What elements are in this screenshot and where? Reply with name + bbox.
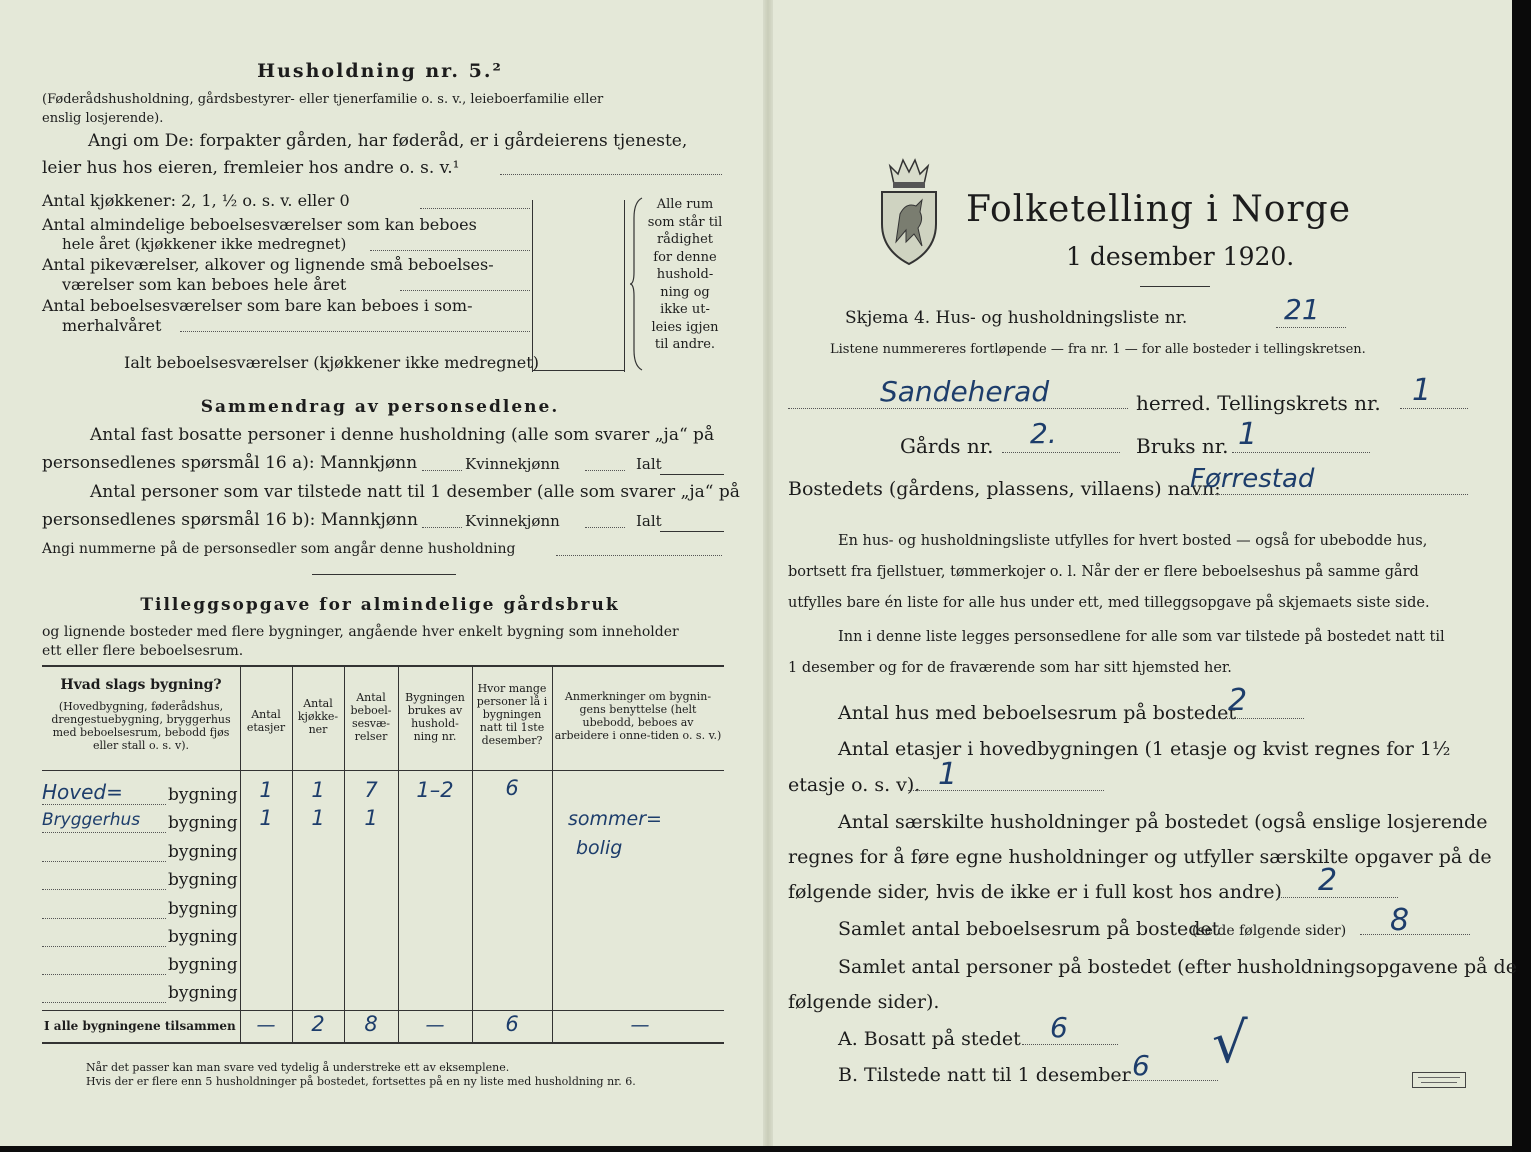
tillegg-intro-2: ett eller flere beboelsesrum.	[42, 643, 244, 659]
skjema-line: Skjema 4. Hus- og husholdningsliste nr.	[845, 308, 1188, 328]
q-hush-line	[1278, 897, 1398, 898]
rooms-answer-col-left	[532, 200, 533, 372]
q-hush-1: Antal særskilte husholdninger på bostedet (også enslige losjerende	[838, 811, 1488, 833]
col4-head: Bygningen brukes av hushold-ning nr.	[405, 691, 465, 743]
table-top-rule	[42, 665, 724, 667]
row2-kjokken: 1	[311, 806, 325, 830]
tillegg-intro-1: og lignende bosteder med flere bygninger, angående hver enkelt bygning som inneholder	[42, 624, 679, 640]
row2-name: Bryggerhus	[42, 810, 141, 830]
q-hush-value[interactable]: 2	[1318, 863, 1338, 898]
q-bosatt-label: A. Bosatt på stedet	[838, 1028, 1021, 1050]
q-hush-3: følgende sider, hvis de ikke er i full kost hos andre)	[788, 881, 1282, 903]
row6-name-line	[42, 946, 166, 947]
q-hush-2: regnes for å føre egne husholdninger og utfyller særskilte opgaver på de	[788, 846, 1492, 868]
total-anm: —	[630, 1014, 650, 1036]
rooms-q4b: merhalvåret	[62, 316, 162, 335]
rooms-note-2: som står til	[647, 214, 723, 230]
gards-value[interactable]: 2.	[1030, 417, 1057, 450]
row1-name-line	[42, 804, 166, 805]
rooms-answer-col-right	[624, 200, 625, 372]
bruks-label: Bruks nr.	[1136, 434, 1229, 458]
row8-name-line	[42, 1002, 166, 1003]
table-col-line-3	[344, 666, 345, 1043]
table-col-line-4	[398, 666, 399, 1043]
row8-label: bygning	[168, 983, 238, 1003]
total-hush: —	[425, 1014, 445, 1036]
table-head-rule	[42, 770, 724, 771]
krets-value[interactable]: 1	[1412, 373, 1432, 408]
dots-kvinne-b	[585, 527, 625, 528]
dots-mann-a	[422, 470, 462, 471]
norway-coat-of-arms	[876, 154, 942, 266]
table-bottom-rule	[42, 1042, 724, 1044]
skjema-nr-value[interactable]: 21	[1284, 293, 1320, 326]
table-col-line-5	[472, 666, 473, 1043]
q-etasjer-value[interactable]: 1	[938, 757, 958, 792]
total-kjokken: 2	[311, 1012, 325, 1036]
col0-sub: (Hovedbygning, føderådshus, drengestuebygning, bryggerhus med beboelsesrum, bebodd fjøs eller stall o. s. v).	[51, 700, 231, 752]
row1-name: Hoved=	[42, 780, 123, 804]
table-col-line-6	[552, 666, 553, 1043]
dots-mann-b	[422, 527, 462, 528]
check-mark: √	[1212, 1011, 1248, 1076]
row2-etasjer: 1	[259, 806, 273, 830]
row1-hush: 1–2	[416, 778, 454, 802]
q-hus: Antal hus med beboelsesrum på bostedet	[838, 702, 1237, 724]
sammendrag-line-1: Antal fast bosatte personer i denne husholdning (alle som svarer „ja“ på	[90, 425, 715, 445]
rooms-note-5: hushold-	[656, 267, 714, 282]
sammendrag-line-2: personsedlenes spørsmål 16 a): Mannkjønn	[42, 453, 418, 473]
col2-head: Antal kjøkke-ner	[297, 697, 339, 736]
row2-name-line	[42, 832, 166, 833]
bruks-value[interactable]: 1	[1238, 417, 1258, 452]
dots-nummerne	[556, 555, 722, 556]
rooms-note-9: til andre.	[654, 337, 716, 352]
q-etasjer-1: Antal etasjer i hovedbygningen (1 etasje og kvist regnes for 1½	[838, 738, 1451, 760]
rooms-note-7: ikke ut-	[660, 302, 710, 317]
nummerne-line: Angi nummerne på de personsedler som angår denne husholdning	[42, 541, 516, 557]
rooms-note-3: rådighet	[656, 232, 714, 247]
printer-stamp-line	[1418, 1077, 1460, 1078]
q-bosatt-line	[1022, 1044, 1118, 1045]
instr-5: 1 desember og for de fraværende som har sitt hjemsted her.	[788, 660, 1232, 676]
ialt-a: Ialt	[636, 455, 662, 473]
dots-q3	[400, 290, 530, 291]
bosted-value[interactable]: Førrestad	[1190, 464, 1315, 494]
row5-name-line	[42, 918, 166, 919]
kvinne-a: Kvinnekjønn	[465, 455, 560, 473]
row2-rom: 1	[364, 806, 378, 830]
rooms-note	[645, 196, 725, 354]
q-tilstede-value[interactable]: 6	[1132, 1049, 1150, 1082]
dots-kvinne-a	[585, 470, 625, 471]
bruks-line	[1232, 452, 1370, 453]
krets-line	[1400, 408, 1468, 409]
printer-stamp	[1412, 1072, 1466, 1088]
kvinne-b: Kvinnekjønn	[465, 512, 560, 530]
rooms-q2b: hele året (kjøkkener ikke medregnet)	[62, 235, 347, 253]
row2-label: bygning	[168, 813, 238, 833]
rooms-note-8: leies igjen	[651, 319, 719, 335]
listene-line: Listene nummereres fortløpende — fra nr. 1 — for alle bosteder i tellingskretsen.	[830, 342, 1366, 357]
q-rum-line	[1360, 934, 1470, 935]
q-tilstede-label: B. Tilstede natt til 1 desember	[838, 1064, 1131, 1086]
rooms-q1: Antal kjøkkener: 2, 1, ½ o. s. v. eller 0	[42, 191, 350, 210]
row1-etasjer: 1	[259, 778, 273, 802]
row3-label: bygning	[168, 842, 238, 862]
row1-pers: 6	[505, 776, 519, 800]
q-rum-value[interactable]: 8	[1390, 903, 1410, 938]
q-rum: Samlet antal beboelsesrum på bostedet	[838, 918, 1220, 940]
instr-1: En hus- og husholdningsliste utfylles for hvert bosted — også for ubebodde hus,	[838, 533, 1428, 549]
total-rom: 8	[364, 1012, 378, 1036]
row1-rom: 7	[364, 778, 378, 802]
rooms-note-1: Alle rum	[656, 197, 714, 212]
ialt-rooms: Ialt beboelsesværelser (kjøkkener ikke medregnet)	[124, 353, 539, 372]
dots-q4	[180, 331, 530, 332]
sammendrag-title: Sammendrag av personsedlene.	[200, 397, 560, 417]
herred-value[interactable]: Sandeherad	[880, 375, 1050, 408]
rooms-brace	[630, 198, 646, 370]
scan-edge	[1512, 0, 1531, 1152]
footnote-1: Når det passer kan man svare ved tydelig å understreke ett av eksemplene.	[86, 1061, 510, 1074]
instr-4: Inn i denne liste legges personsedlene for alle som var tilstede på bostedet natt til	[838, 629, 1445, 645]
ialt-a-rule	[660, 474, 724, 475]
table-total-rule	[42, 1010, 724, 1011]
angi-line-1: Angi om De: forpakter gården, har føderåd, er i gårdeierens tjeneste,	[88, 131, 688, 151]
section-divider	[312, 574, 456, 575]
household-intro-2: enslig losjerende).	[42, 111, 164, 126]
q-pers-2: følgende sider).	[788, 991, 940, 1013]
footnote-2: Hvis der er flere enn 5 husholdninger på bostedet, fortsettes på en ny liste med husholdning nr. 6.	[86, 1075, 636, 1088]
tillegg-title: Tilleggsopgave for almindelige gårdsbruk	[140, 595, 620, 615]
col6-head: Anmerkninger om bygnin-gens benyttelse (helt ubebodd, beboes av arbeidere i onne-tiden o. s. v.)	[554, 690, 722, 742]
form-date: 1 desember 1920.	[1066, 242, 1295, 271]
q-hus-value[interactable]: 2	[1228, 683, 1248, 718]
form-title: Folketelling i Norge	[966, 189, 1351, 230]
herred-label: herred. Tellingskrets nr.	[1136, 391, 1381, 415]
sammendrag-line-3: Antal personer som var tilstede natt til 1 desember (alle som svarer „ja“ på	[90, 482, 740, 502]
total-label: I alle bygningene tilsammen	[44, 1019, 236, 1033]
table-col-line-1	[240, 666, 241, 1043]
row1-kjokken: 1	[311, 778, 325, 802]
angi-line-2: leier hus hos eieren, fremleier hos andre o. s. v.¹	[42, 158, 460, 178]
total-pers: 6	[505, 1012, 519, 1036]
dots-q2	[370, 250, 530, 251]
row1-label: bygning	[168, 785, 238, 805]
bosted-label: Bostedets (gårdens, plassens, villaens) navn:	[788, 478, 1221, 500]
q-rum-note: (se de følgende sider)	[1192, 923, 1347, 939]
col5-head: Hvor mange personer lå i bygningen natt til 1ste desember?	[476, 682, 548, 747]
row4-name-line	[42, 889, 166, 890]
rooms-note-6: ning og	[660, 284, 710, 300]
rooms-q3b: værelser som kan beboes hele året	[62, 275, 347, 294]
rooms-q4a: Antal beboelsesværelser som bare kan beboes i som-	[42, 296, 473, 315]
rooms-total-rule	[532, 370, 624, 371]
household-title: Husholdning nr. 5.²	[257, 60, 503, 82]
row6-label: bygning	[168, 927, 238, 947]
rooms-q2a: Antal almindelige beboelsesværelser som kan beboes	[42, 215, 477, 234]
instr-3: utfylles bare én liste for alle hus under ett, med tilleggsopgave på skjemaets siste side.	[788, 595, 1430, 611]
table-col-line-2	[292, 666, 293, 1043]
q-pers-1: Samlet antal personer på bostedet (efter husholdningsopgavene på de	[838, 956, 1517, 978]
total-etasjer: —	[256, 1014, 276, 1036]
ialt-b: Ialt	[636, 512, 662, 530]
col0-title: Hvad slags bygning?	[60, 677, 222, 693]
col3-head: Antal beboel-sesvæ-relser	[350, 691, 392, 743]
row4-label: bygning	[168, 870, 238, 890]
gards-label: Gårds nr.	[900, 434, 994, 458]
printer-stamp-line	[1421, 1082, 1457, 1083]
row7-name-line	[42, 974, 166, 975]
page-fold	[763, 0, 773, 1146]
row2-anm: bolig	[576, 837, 623, 859]
angi-answer-line	[500, 174, 722, 175]
sammendrag-line-4: personsedlenes spørsmål 16 b): Mannkjønn	[42, 510, 418, 530]
rooms-note-4: for denne	[653, 249, 717, 265]
rooms-q3a: Antal pikeværelser, alkover og lignende små beboelses-	[42, 255, 494, 274]
household-intro-1: (Føderådshusholdning, gårdsbestyrer- eller tjenerfamilie o. s. v., leieboerfamilie eller	[42, 92, 604, 107]
row1-anm: sommer=	[568, 808, 662, 830]
row3-name-line	[42, 861, 166, 862]
q-etasjer-2: etasje o. s. v).	[788, 774, 921, 796]
dots-q1	[420, 208, 530, 209]
col1-head: Antal etasjer	[246, 708, 286, 734]
q-bosatt-value[interactable]: 6	[1050, 1011, 1068, 1044]
herred-line	[788, 408, 1128, 409]
q-hus-line	[1208, 718, 1304, 719]
ialt-b-rule	[660, 531, 724, 532]
bosted-line	[1182, 494, 1468, 495]
row7-label: bygning	[168, 955, 238, 975]
skjema-nr-line	[1276, 327, 1346, 328]
gards-line	[1002, 452, 1120, 453]
title-divider	[1140, 286, 1210, 287]
row5-label: bygning	[168, 899, 238, 919]
instr-2: bortsett fra fjellstuer, tømmerkojer o. l. Når der er flere beboelseshus på samme gård	[788, 564, 1419, 580]
